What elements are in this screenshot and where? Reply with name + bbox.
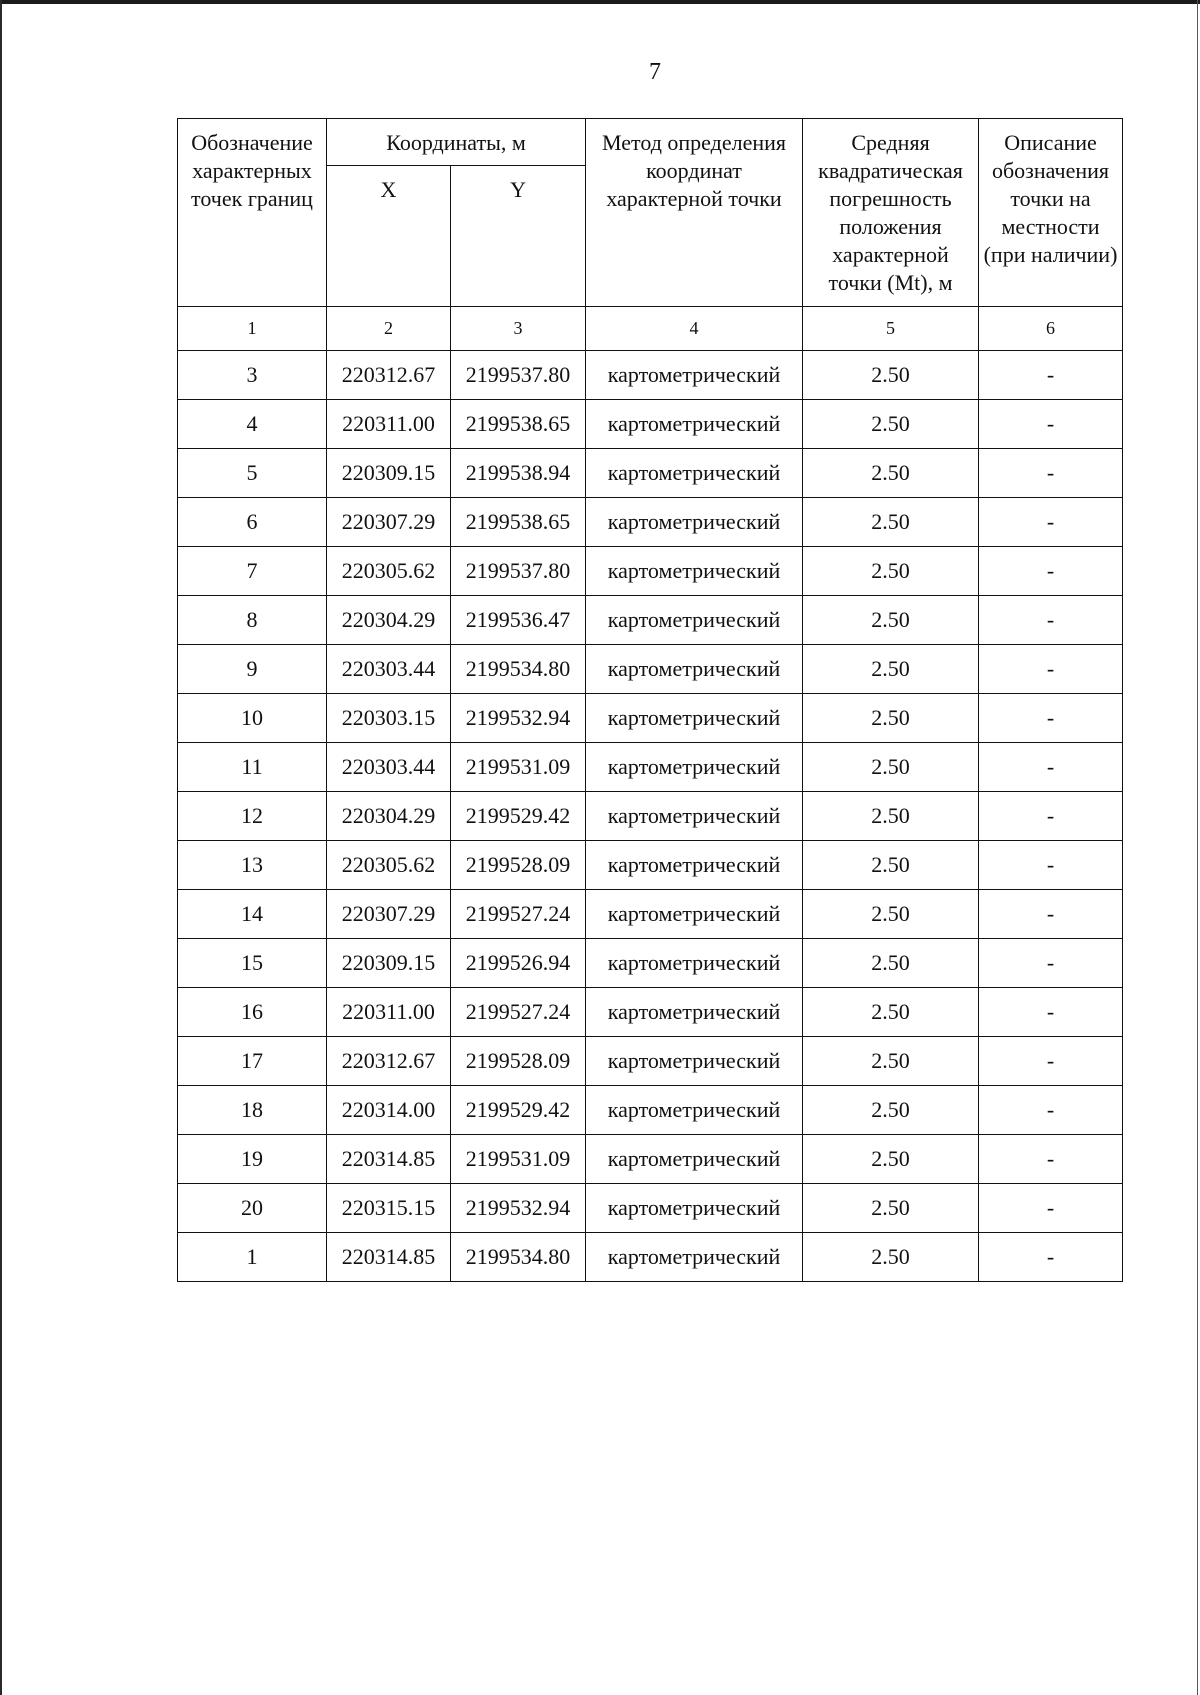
table-row xyxy=(178,694,1123,743)
cell-x: 220303.44 xyxy=(327,645,451,694)
cell-x: 220305.62 xyxy=(327,841,451,890)
scan-edge-left xyxy=(0,0,2,1695)
cell-description: - xyxy=(979,547,1123,596)
cell-point-id: 5 xyxy=(178,449,327,498)
cell-method: картометрический xyxy=(586,1233,803,1282)
cell-description: - xyxy=(979,498,1123,547)
cell-error: 2.50 xyxy=(803,449,979,498)
table-header xyxy=(178,119,1123,307)
cell-error: 2.50 xyxy=(803,1135,979,1184)
cell-point-id: 11 xyxy=(178,743,327,792)
cell-method: картометрический xyxy=(586,743,803,792)
cell-error: 2.50 xyxy=(803,351,979,400)
table-body xyxy=(178,307,1123,1282)
cell-x: 220309.15 xyxy=(327,449,451,498)
cell-point-id: 3 xyxy=(178,351,327,400)
cell-point-id: 10 xyxy=(178,694,327,743)
header-coordinates: Координаты, м xyxy=(327,119,586,166)
cell-error: 2.50 xyxy=(803,841,979,890)
cell-x: 220304.29 xyxy=(327,792,451,841)
cell-error: 2.50 xyxy=(803,547,979,596)
cell-description: - xyxy=(979,645,1123,694)
cell-point-id: 14 xyxy=(178,890,327,939)
column-number: 5 xyxy=(803,307,979,351)
cell-x: 220303.15 xyxy=(327,694,451,743)
cell-method: картометрический xyxy=(586,596,803,645)
cell-point-id: 1 xyxy=(178,1233,327,1282)
column-number: 2 xyxy=(327,307,451,351)
table-row xyxy=(178,596,1123,645)
table-row xyxy=(178,1037,1123,1086)
cell-method: картометрический xyxy=(586,841,803,890)
cell-x: 220312.67 xyxy=(327,351,451,400)
cell-method: картометрический xyxy=(586,1037,803,1086)
table-row xyxy=(178,743,1123,792)
cell-method: картометрический xyxy=(586,1184,803,1233)
cell-description: - xyxy=(979,1086,1123,1135)
cell-description: - xyxy=(979,988,1123,1037)
cell-error: 2.50 xyxy=(803,792,979,841)
cell-error: 2.50 xyxy=(803,890,979,939)
cell-description: - xyxy=(979,939,1123,988)
header-method: Метод определения координат характерной точки xyxy=(586,119,803,307)
cell-x: 220314.00 xyxy=(327,1086,451,1135)
coordinates-table xyxy=(177,118,1123,1282)
cell-y: 2199531.09 xyxy=(451,1135,586,1184)
cell-y: 2199528.09 xyxy=(451,1037,586,1086)
cell-x: 220305.62 xyxy=(327,547,451,596)
header-x: X xyxy=(327,166,451,307)
cell-x: 220307.29 xyxy=(327,890,451,939)
cell-point-id: 7 xyxy=(178,547,327,596)
column-number-row xyxy=(178,307,1123,351)
cell-error: 2.50 xyxy=(803,596,979,645)
table-row xyxy=(178,400,1123,449)
cell-method: картометрический xyxy=(586,792,803,841)
column-number: 1 xyxy=(178,307,327,351)
cell-error: 2.50 xyxy=(803,694,979,743)
cell-y: 2199527.24 xyxy=(451,890,586,939)
table-row xyxy=(178,890,1123,939)
cell-x: 220315.15 xyxy=(327,1184,451,1233)
cell-y: 2199537.80 xyxy=(451,351,586,400)
cell-point-id: 17 xyxy=(178,1037,327,1086)
cell-error: 2.50 xyxy=(803,1037,979,1086)
cell-description: - xyxy=(979,449,1123,498)
cell-point-id: 19 xyxy=(178,1135,327,1184)
cell-description: - xyxy=(979,792,1123,841)
cell-y: 2199534.80 xyxy=(451,645,586,694)
cell-description: - xyxy=(979,351,1123,400)
cell-point-id: 20 xyxy=(178,1184,327,1233)
cell-method: картометрический xyxy=(586,694,803,743)
table-row xyxy=(178,841,1123,890)
cell-y: 2199537.80 xyxy=(451,547,586,596)
cell-y: 2199532.94 xyxy=(451,694,586,743)
cell-x: 220309.15 xyxy=(327,939,451,988)
header-y: Y xyxy=(451,166,586,307)
cell-method: картометрический xyxy=(586,400,803,449)
cell-description: - xyxy=(979,841,1123,890)
cell-point-id: 6 xyxy=(178,498,327,547)
cell-y: 2199529.42 xyxy=(451,792,586,841)
cell-method: картометрический xyxy=(586,645,803,694)
cell-error: 2.50 xyxy=(803,1086,979,1135)
table-row xyxy=(178,939,1123,988)
page-number: 7 xyxy=(649,59,661,85)
cell-point-id: 18 xyxy=(178,1086,327,1135)
cell-description: - xyxy=(979,694,1123,743)
cell-y: 2199528.09 xyxy=(451,841,586,890)
cell-x: 220314.85 xyxy=(327,1135,451,1184)
cell-method: картометрический xyxy=(586,1086,803,1135)
cell-error: 2.50 xyxy=(803,939,979,988)
cell-description: - xyxy=(979,1233,1123,1282)
cell-x: 220307.29 xyxy=(327,498,451,547)
cell-description: - xyxy=(979,1037,1123,1086)
cell-y: 2199538.94 xyxy=(451,449,586,498)
cell-description: - xyxy=(979,1184,1123,1233)
cell-y: 2199538.65 xyxy=(451,400,586,449)
table-row xyxy=(178,547,1123,596)
cell-error: 2.50 xyxy=(803,988,979,1037)
cell-point-id: 4 xyxy=(178,400,327,449)
column-number: 3 xyxy=(451,307,586,351)
table-row xyxy=(178,351,1123,400)
cell-method: картометрический xyxy=(586,939,803,988)
cell-error: 2.50 xyxy=(803,645,979,694)
table-row xyxy=(178,792,1123,841)
cell-y: 2199532.94 xyxy=(451,1184,586,1233)
column-number: 6 xyxy=(979,307,1123,351)
header-designation: Обозначение характерных точек границ xyxy=(178,119,327,307)
table-row xyxy=(178,1086,1123,1135)
cell-point-id: 13 xyxy=(178,841,327,890)
cell-description: - xyxy=(979,743,1123,792)
header-description: Описание обозначения точки на местности (при наличии) xyxy=(979,119,1123,307)
cell-error: 2.50 xyxy=(803,400,979,449)
cell-method: картометрический xyxy=(586,449,803,498)
cell-error: 2.50 xyxy=(803,1184,979,1233)
cell-error: 2.50 xyxy=(803,743,979,792)
cell-x: 220304.29 xyxy=(327,596,451,645)
table-row xyxy=(178,498,1123,547)
cell-description: - xyxy=(979,1135,1123,1184)
cell-method: картометрический xyxy=(586,988,803,1037)
cell-y: 2199534.80 xyxy=(451,1233,586,1282)
table-row xyxy=(178,1135,1123,1184)
table-row xyxy=(178,1184,1123,1233)
header-error: Средняя квадратическая погрешность положения характерной точки (Mt), м xyxy=(803,119,979,307)
cell-y: 2199529.42 xyxy=(451,1086,586,1135)
cell-point-id: 8 xyxy=(178,596,327,645)
cell-description: - xyxy=(979,596,1123,645)
cell-error: 2.50 xyxy=(803,498,979,547)
scan-edge-top xyxy=(0,0,1200,4)
cell-y: 2199536.47 xyxy=(451,596,586,645)
table-row xyxy=(178,449,1123,498)
cell-x: 220312.67 xyxy=(327,1037,451,1086)
cell-x: 220314.85 xyxy=(327,1233,451,1282)
table-row xyxy=(178,988,1123,1037)
cell-x: 220303.44 xyxy=(327,743,451,792)
cell-point-id: 15 xyxy=(178,939,327,988)
table-row xyxy=(178,1233,1123,1282)
cell-description: - xyxy=(979,890,1123,939)
cell-y: 2199531.09 xyxy=(451,743,586,792)
cell-x: 220311.00 xyxy=(327,400,451,449)
cell-method: картометрический xyxy=(586,498,803,547)
cell-description: - xyxy=(979,400,1123,449)
cell-y: 2199526.94 xyxy=(451,939,586,988)
cell-error: 2.50 xyxy=(803,1233,979,1282)
cell-point-id: 9 xyxy=(178,645,327,694)
cell-method: картометрический xyxy=(586,547,803,596)
cell-method: картометрический xyxy=(586,890,803,939)
table-row xyxy=(178,645,1123,694)
cell-y: 2199527.24 xyxy=(451,988,586,1037)
cell-point-id: 16 xyxy=(178,988,327,1037)
scan-edge-right xyxy=(1197,0,1198,1695)
cell-method: картометрический xyxy=(586,1135,803,1184)
cell-y: 2199538.65 xyxy=(451,498,586,547)
cell-point-id: 12 xyxy=(178,792,327,841)
cell-method: картометрический xyxy=(586,351,803,400)
column-number: 4 xyxy=(586,307,803,351)
cell-x: 220311.00 xyxy=(327,988,451,1037)
